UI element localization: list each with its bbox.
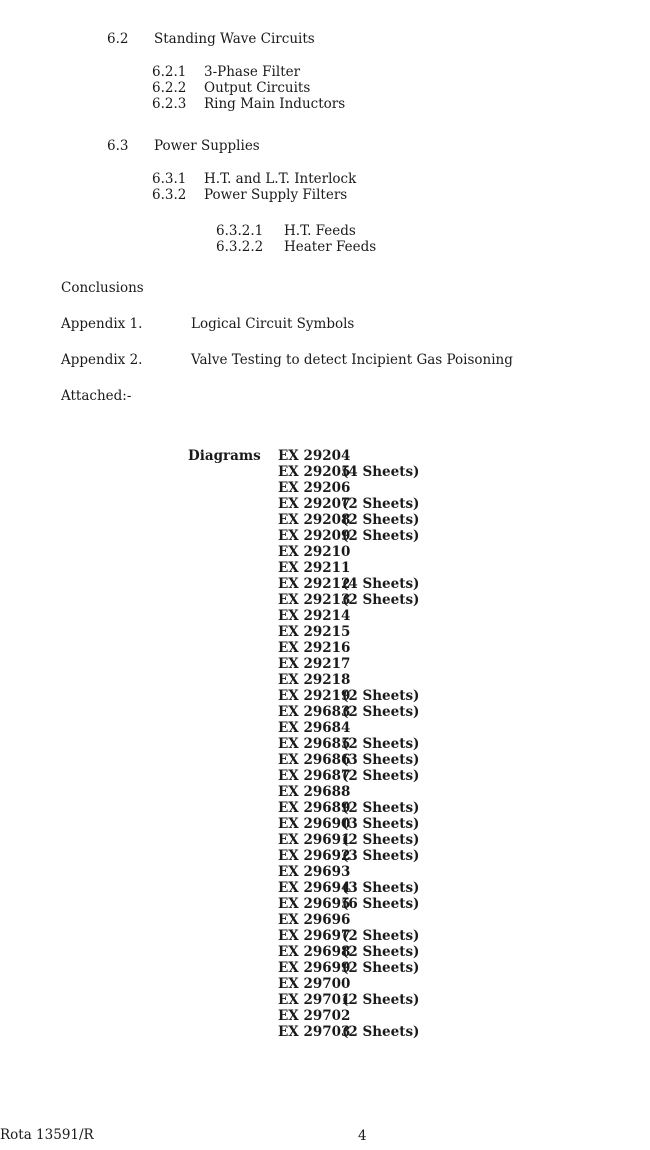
diagram-sheets: (2 Sheets) <box>342 736 420 752</box>
diagram-sheets: (2 Sheets) <box>342 928 420 944</box>
section-6-3-heading <box>107 138 260 154</box>
diagram-code: EX 29699 <box>278 960 351 976</box>
diagram-sheets: (4 Sheets) <box>342 464 420 480</box>
diagram-row <box>278 720 351 736</box>
diagram-code: EX 29695 <box>278 896 351 912</box>
diagram-row <box>278 832 419 848</box>
diagram-code: EX 29702 <box>278 1008 351 1024</box>
diagram-row <box>278 864 351 880</box>
appendix-1-entry: Appendix 1. Logical Circuit Symbols <box>61 316 355 332</box>
section-6-2-heading <box>107 31 315 47</box>
diagram-sheets: (2 Sheets) <box>342 496 420 512</box>
diagram-code: EX 29216 <box>278 640 351 656</box>
diagram-row <box>278 464 419 480</box>
diagram-code: EX 29217 <box>278 656 351 672</box>
diagram-row <box>278 672 351 688</box>
diagram-code: EX 29701 <box>278 992 351 1008</box>
attached-label: Attached:- <box>61 388 132 404</box>
toc-item-6-3-2: 6.3.2 Power Supply Filters <box>152 187 348 203</box>
section-number: 6.2 <box>107 31 129 47</box>
diagram-row <box>278 624 351 640</box>
diagram-code: EX 29697 <box>278 928 351 944</box>
diagram-code: EX 29693 <box>278 864 351 880</box>
diagram-sheets: (3 Sheets) <box>342 848 420 864</box>
diagram-row <box>278 992 419 1008</box>
diagram-code: EX 29206 <box>278 480 351 496</box>
diagram-sheets: (2 Sheets) <box>342 800 420 816</box>
diagram-row <box>278 848 419 864</box>
diagram-row <box>278 928 419 944</box>
diagram-code: EX 29687 <box>278 768 351 784</box>
diagram-row <box>278 880 419 896</box>
diagram-code: EX 29690 <box>278 816 351 832</box>
diagram-sheets: (2 Sheets) <box>342 592 420 608</box>
diagram-code: EX 29686 <box>278 752 351 768</box>
diagram-row <box>278 912 351 928</box>
section-title: Power Supplies <box>154 138 260 154</box>
toc-item-6-2-1: 6.2.1 3-Phase Filter <box>152 64 301 80</box>
toc-item-6-3-1: 6.3.1 H.T. and L.T. Interlock <box>152 171 357 187</box>
diagram-row <box>278 608 351 624</box>
diagram-row <box>278 480 351 496</box>
diagram-code: EX 29692 <box>278 848 351 864</box>
diagram-sheets: (3 Sheets) <box>342 816 420 832</box>
diagram-code: EX 29691 <box>278 832 351 848</box>
diagram-sheets: (6 Sheets) <box>342 896 420 912</box>
diagram-code: EX 29205 <box>278 464 351 480</box>
toc-item-6-3-2-1: 6.3.2.1 H.T. Feeds <box>216 223 356 239</box>
diagram-sheets: (2 Sheets) <box>342 832 420 848</box>
diagram-code: EX 29210 <box>278 544 351 560</box>
diagram-row <box>278 944 419 960</box>
diagram-row <box>278 688 419 704</box>
diagram-code: EX 29688 <box>278 784 351 800</box>
diagram-row <box>278 448 351 464</box>
diagram-row <box>278 640 351 656</box>
diagram-row <box>278 736 419 752</box>
diagram-code: EX 29214 <box>278 608 351 624</box>
diagram-sheets: (2 Sheets) <box>342 768 420 784</box>
diagram-code: EX 29698 <box>278 944 351 960</box>
diagram-row <box>278 816 419 832</box>
document-reference: Rota 13591/R <box>0 1127 94 1143</box>
diagram-row <box>278 592 419 608</box>
diagram-code: EX 29213 <box>278 592 351 608</box>
diagram-sheets: (2 Sheets) <box>342 944 420 960</box>
diagram-sheets: (2 Sheets) <box>342 960 420 976</box>
diagram-sheets: (4 Sheets) <box>342 576 420 592</box>
diagram-sheets: (2 Sheets) <box>342 688 420 704</box>
diagram-row <box>278 704 419 720</box>
diagram-row <box>278 656 351 672</box>
diagrams-heading: Diagrams <box>188 448 261 464</box>
conclusions-label: Conclusions <box>61 280 144 296</box>
diagram-row <box>278 1008 351 1024</box>
diagram-code: EX 29684 <box>278 720 351 736</box>
page-number: 4 <box>358 1128 367 1144</box>
section-title: Standing Wave Circuits <box>154 31 315 47</box>
appendix-2-entry: Appendix 2. Valve Testing to detect Incipient Gas Poisoning <box>61 352 513 368</box>
diagram-row <box>278 512 419 528</box>
diagram-sheets: (2 Sheets) <box>342 992 420 1008</box>
diagram-code: EX 29211 <box>278 560 351 576</box>
diagram-code: EX 29215 <box>278 624 351 640</box>
diagram-code: EX 29209 <box>278 528 351 544</box>
diagram-code: EX 29212 <box>278 576 351 592</box>
diagram-code: EX 29208 <box>278 512 351 528</box>
diagram-row <box>278 496 419 512</box>
diagram-row <box>278 784 351 800</box>
diagram-row <box>278 560 351 576</box>
diagram-sheets: (3 Sheets) <box>342 880 420 896</box>
diagram-row <box>278 976 351 992</box>
diagram-row <box>278 544 351 560</box>
diagram-code: EX 29689 <box>278 800 351 816</box>
diagram-row <box>278 1024 419 1040</box>
diagram-code: EX 29219 <box>278 688 351 704</box>
diagram-sheets: (2 Sheets) <box>342 704 420 720</box>
section-number: 6.3 <box>107 138 129 154</box>
diagram-row <box>278 752 419 768</box>
diagram-code: EX 29207 <box>278 496 351 512</box>
diagram-sheets: (2 Sheets) <box>342 528 420 544</box>
diagram-row <box>278 528 419 544</box>
diagram-row <box>278 960 419 976</box>
toc-item-6-2-3: 6.2.3 Ring Main Inductors <box>152 96 346 112</box>
diagram-code: EX 29703 <box>278 1024 351 1040</box>
diagram-code: EX 29694 <box>278 880 351 896</box>
diagram-row <box>278 800 419 816</box>
diagram-row <box>278 768 419 784</box>
diagram-row <box>278 576 419 592</box>
toc-item-6-2-2: 6.2.2 Output Circuits <box>152 80 311 96</box>
toc-item-6-3-2-2: 6.3.2.2 Heater Feeds <box>216 239 377 255</box>
diagram-code: EX 29683 <box>278 704 351 720</box>
diagram-code: EX 29204 <box>278 448 351 464</box>
diagram-code: EX 29700 <box>278 976 351 992</box>
diagram-code: EX 29685 <box>278 736 351 752</box>
diagram-code: EX 29218 <box>278 672 351 688</box>
diagram-sheets: (2 Sheets) <box>342 1024 420 1040</box>
diagram-sheets: (2 Sheets) <box>342 512 420 528</box>
diagram-code: EX 29696 <box>278 912 351 928</box>
diagram-row <box>278 896 419 912</box>
diagram-sheets: (3 Sheets) <box>342 752 420 768</box>
